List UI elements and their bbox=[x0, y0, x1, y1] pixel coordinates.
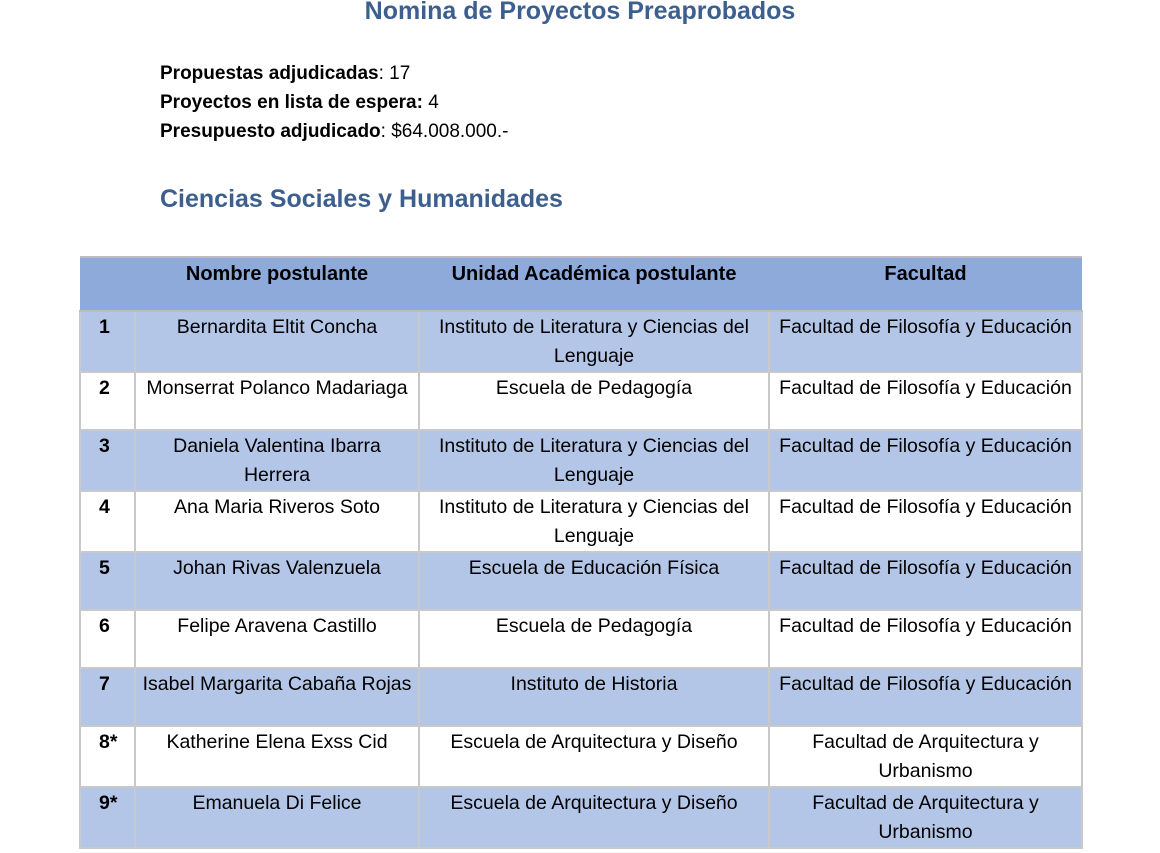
applicant-name: Bernardita Eltit Concha bbox=[135, 311, 419, 372]
applicant-name: Isabel Margarita Cabaña Rojas bbox=[135, 668, 419, 726]
academic-unit: Instituto de Literatura y Ciencias del Lenguaje bbox=[419, 491, 769, 552]
applicant-name: Monserrat Polanco Madariaga bbox=[135, 372, 419, 430]
table-row bbox=[80, 552, 1082, 610]
applicant-name: Ana Maria Riveros Soto bbox=[135, 491, 419, 552]
row-number: 1 bbox=[80, 311, 135, 372]
academic-unit: Instituto de Literatura y Ciencias del Lenguaje bbox=[419, 430, 769, 491]
academic-unit: Escuela de Pedagogía bbox=[419, 372, 769, 430]
table-row bbox=[80, 668, 1082, 726]
header-faculty: Facultad bbox=[769, 257, 1082, 311]
table-row bbox=[80, 430, 1082, 491]
row-number: 9* bbox=[80, 787, 135, 848]
faculty: Facultad de Filosofía y Educación bbox=[769, 610, 1082, 668]
row-number: 8* bbox=[80, 726, 135, 787]
faculty: Facultad de Filosofía y Educación bbox=[769, 491, 1082, 552]
stat-label: Propuestas adjudicadas bbox=[160, 63, 379, 84]
stat-awarded-budget bbox=[160, 117, 508, 146]
stat-label: Proyectos en lista de espera: bbox=[160, 92, 423, 113]
row-number: 5 bbox=[80, 552, 135, 610]
applicant-name: Daniela Valentina Ibarra Herrera bbox=[135, 430, 419, 491]
table-row bbox=[80, 610, 1082, 668]
table-row bbox=[80, 311, 1082, 372]
header-number bbox=[80, 257, 135, 311]
table-header-row bbox=[80, 257, 1082, 311]
faculty: Facultad de Arquitectura y Urbanismo bbox=[769, 787, 1082, 848]
header-unit: Unidad Académica postulante bbox=[419, 257, 769, 311]
stat-waitlist-projects bbox=[160, 88, 508, 117]
table-row bbox=[80, 726, 1082, 787]
page-title: Nomina de Proyectos Preaprobados bbox=[364, 0, 796, 25]
academic-unit: Escuela de Pedagogía bbox=[419, 610, 769, 668]
applicant-name: Katherine Elena Exss Cid bbox=[135, 726, 419, 787]
academic-unit: Escuela de Arquitectura y Diseño bbox=[419, 787, 769, 848]
stat-value: 4 bbox=[428, 92, 439, 113]
stat-separator: : bbox=[380, 121, 392, 142]
section-title: Ciencias Sociales y Humanidades bbox=[160, 185, 563, 213]
row-number: 4 bbox=[80, 491, 135, 552]
projects-table bbox=[79, 256, 1083, 849]
faculty: Facultad de Arquitectura y Urbanismo bbox=[769, 726, 1082, 787]
applicant-name: Johan Rivas Valenzuela bbox=[135, 552, 419, 610]
faculty: Facultad de Filosofía y Educación bbox=[769, 311, 1082, 372]
row-number: 2 bbox=[80, 372, 135, 430]
applicant-name: Felipe Aravena Castillo bbox=[135, 610, 419, 668]
row-number: 3 bbox=[80, 430, 135, 491]
academic-unit: Instituto de Literatura y Ciencias del Lenguaje bbox=[419, 311, 769, 372]
faculty: Facultad de Filosofía y Educación bbox=[769, 372, 1082, 430]
row-number: 7 bbox=[80, 668, 135, 726]
stat-value: $64.008.000.- bbox=[391, 121, 509, 142]
stat-value: 17 bbox=[389, 63, 411, 84]
faculty: Facultad de Filosofía y Educación bbox=[769, 430, 1082, 491]
applicant-name: Emanuela Di Felice bbox=[135, 787, 419, 848]
academic-unit: Instituto de Historia bbox=[419, 668, 769, 726]
stat-label: Presupuesto adjudicado bbox=[160, 121, 381, 142]
academic-unit: Escuela de Educación Física bbox=[419, 552, 769, 610]
stat-awarded-proposals bbox=[160, 59, 508, 88]
header-name: Nombre postulante bbox=[135, 257, 419, 311]
academic-unit: Escuela de Arquitectura y Diseño bbox=[419, 726, 769, 787]
table-row bbox=[80, 372, 1082, 430]
faculty: Facultad de Filosofía y Educación bbox=[769, 552, 1082, 610]
table-row bbox=[80, 491, 1082, 552]
faculty: Facultad de Filosofía y Educación bbox=[769, 668, 1082, 726]
table-row bbox=[80, 787, 1082, 848]
stat-separator: : bbox=[378, 63, 390, 84]
row-number: 6 bbox=[80, 610, 135, 668]
summary-stats bbox=[160, 59, 508, 146]
